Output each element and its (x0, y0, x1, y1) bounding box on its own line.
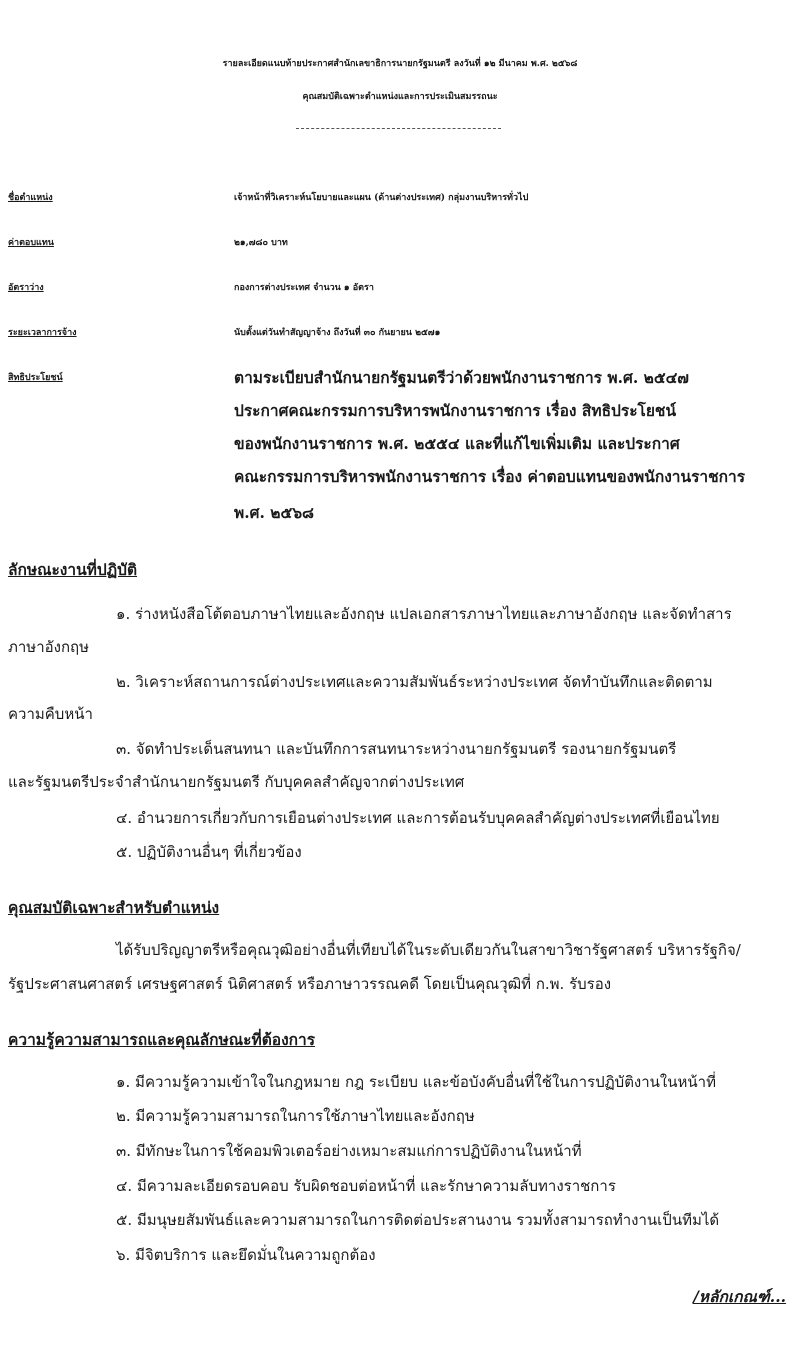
benefits-line: คณะกรรมการบริหารพนักงานราชการ เรื่อง ค่าตอบแทนของพนักงานราชการ (234, 467, 746, 486)
period-value: นับตั้งแต่วันทำสัญญาจ้าง ถึงวันที่ ๓๐ กันยายน ๒๕๗๑ (234, 328, 441, 338)
benefits-line: ตามระเบียบสำนักนายกรัฐมนตรีว่าด้วยพนักงานราชการ พ.ศ. ๒๕๔๗ (234, 368, 689, 387)
duty-line: ภาษาอังกฤษ (8, 638, 90, 656)
duty-line: และรัฐมนตรีประจำสำนักนายกรัฐมนตรี กับบุคคลสำคัญจากต่างประเทศ (8, 773, 465, 791)
duty-line: ความคืบหน้า (8, 705, 93, 723)
document-subtitle: คุณสมบัติเฉพาะตำแหน่งและการประเมินสมรรถนะ (302, 92, 498, 102)
vacancy-label: อัตราว่าง (8, 283, 44, 293)
duty-line: ๒. วิเคราะห์สถานการณ์ต่างประเทศและความสัมพันธ์ระหว่างประเทศ จัดทำบันทึกและติดตาม (116, 673, 713, 691)
duties-heading: ลักษณะงานที่ปฏิบัติ (8, 560, 138, 579)
knowledge-item: ๓. มีทักษะในการใช้คอมพิวเตอร์อย่างเหมาะสมแก่การปฏิบัติงานในหน้าที่ (116, 1142, 582, 1160)
continuation-text: /หลักเกณฑ์... (693, 1287, 786, 1306)
salary-value: ๒๑,๗๘๐ บาท (234, 238, 288, 248)
qualification-line: รัฐประศาสนศาสตร์ เศรษฐศาสตร์ นิติศาสตร์ หรือภาษาวรรณคดี โดยเป็นคุณวุฒิที่ ก.พ. รับรอง (8, 975, 612, 993)
duty-line: ๑. ร่างหนังสือโต้ตอบภาษาไทยและอังกฤษ แปลเอกสารภาษาไทยและภาษาอังกฤษ และจัดทำสาร (116, 605, 732, 623)
benefits-line: ประกาศคณะกรรมการบริหารพนักงานราชการ เรื่อง สิทธิประโยชน์ (234, 401, 677, 420)
info-row-vacancy (0, 280, 800, 302)
knowledge-item: ๕. มีมนุษยสัมพันธ์และความสามารถในการติดต่อประสานงาน รวมทั้งสามารถทำงานเป็นทีมได้ (116, 1211, 720, 1229)
position-value: เจ้าหน้าที่วิเคราะห์นโยบายและแผน (ด้านต่างประเทศ) กลุ่มงานบริหารทั่วไป (234, 193, 529, 203)
benefits-line: พ.ศ. ๒๕๖๘ (234, 503, 314, 522)
duty-line: ๕. ปฏิบัติงานอื่นๆ ที่เกี่ยวข้อง (116, 843, 302, 861)
knowledge-item: ๔. มีความละเอียดรอบคอบ รับผิดชอบต่อหน้าที่ และรักษาความลับทางราชการ (116, 1177, 616, 1195)
benefits-line: ของพนักงานราชการ พ.ศ. ๒๕๕๔ และที่แก้ไขเพิ่มเติม และประกาศ (234, 434, 680, 453)
knowledge-item: ๑. มีความรู้ความเข้าใจในกฎหมาย กฎ ระเบียบ และข้อบังคับอื่นที่ใช้ในการปฏิบัติงานในหน้าที่ (116, 1073, 716, 1091)
info-row-salary (0, 235, 800, 257)
duty-line: ๔. อำนวยการเกี่ยวกับการเยือนต่างประเทศ และการต้อนรับบุคคลสำคัญต่างประเทศที่เยือนไทย (116, 809, 720, 827)
info-row-position (0, 190, 800, 212)
knowledge-item: ๖. มีจิตบริการ และยึดมั่นในความถูกต้อง (116, 1246, 376, 1264)
document-title: รายละเอียดแนบท้ายประกาศสำนักเลขาธิการนายกรัฐมนตรี ลงวันที่ ๑๒ มีนาคม พ.ศ. ๒๕๖๘ (222, 59, 578, 69)
qualification-line: ได้รับปริญญาตรีหรือคุณวุฒิอย่างอื่นที่เทียบได้ในระดับเดียวกันในสาขาวิชารัฐศาสตร์ บริหารรัฐกิจ/ (116, 941, 741, 959)
info-row-period (0, 325, 800, 347)
position-label: ชื่อตำแหน่ง (8, 193, 53, 203)
period-label: ระยะเวลาการจ้าง (8, 328, 77, 338)
title-divider (296, 128, 501, 129)
knowledge-heading: ความรู้ความสามารถและคุณลักษณะที่ต้องการ (8, 1030, 316, 1049)
knowledge-item: ๒. มีความรู้ความสามารถในการใช้ภาษาไทยและอังกฤษ (116, 1107, 475, 1125)
vacancy-value: กองการต่างประเทศ จำนวน ๑ อัตรา (234, 283, 374, 293)
qualifications-heading: คุณสมบัติเฉพาะสำหรับตำแหน่ง (8, 898, 220, 917)
benefits-label: สิทธิประโยชน์ (8, 373, 63, 383)
salary-label: ค่าตอบแทน (8, 238, 54, 248)
info-row-benefits (0, 370, 800, 530)
duty-line: ๓. จัดทำประเด็นสนทนา และบันทึกการสนทนาระหว่างนายกรัฐมนตรี รองนายกรัฐมนตรี (116, 740, 677, 758)
